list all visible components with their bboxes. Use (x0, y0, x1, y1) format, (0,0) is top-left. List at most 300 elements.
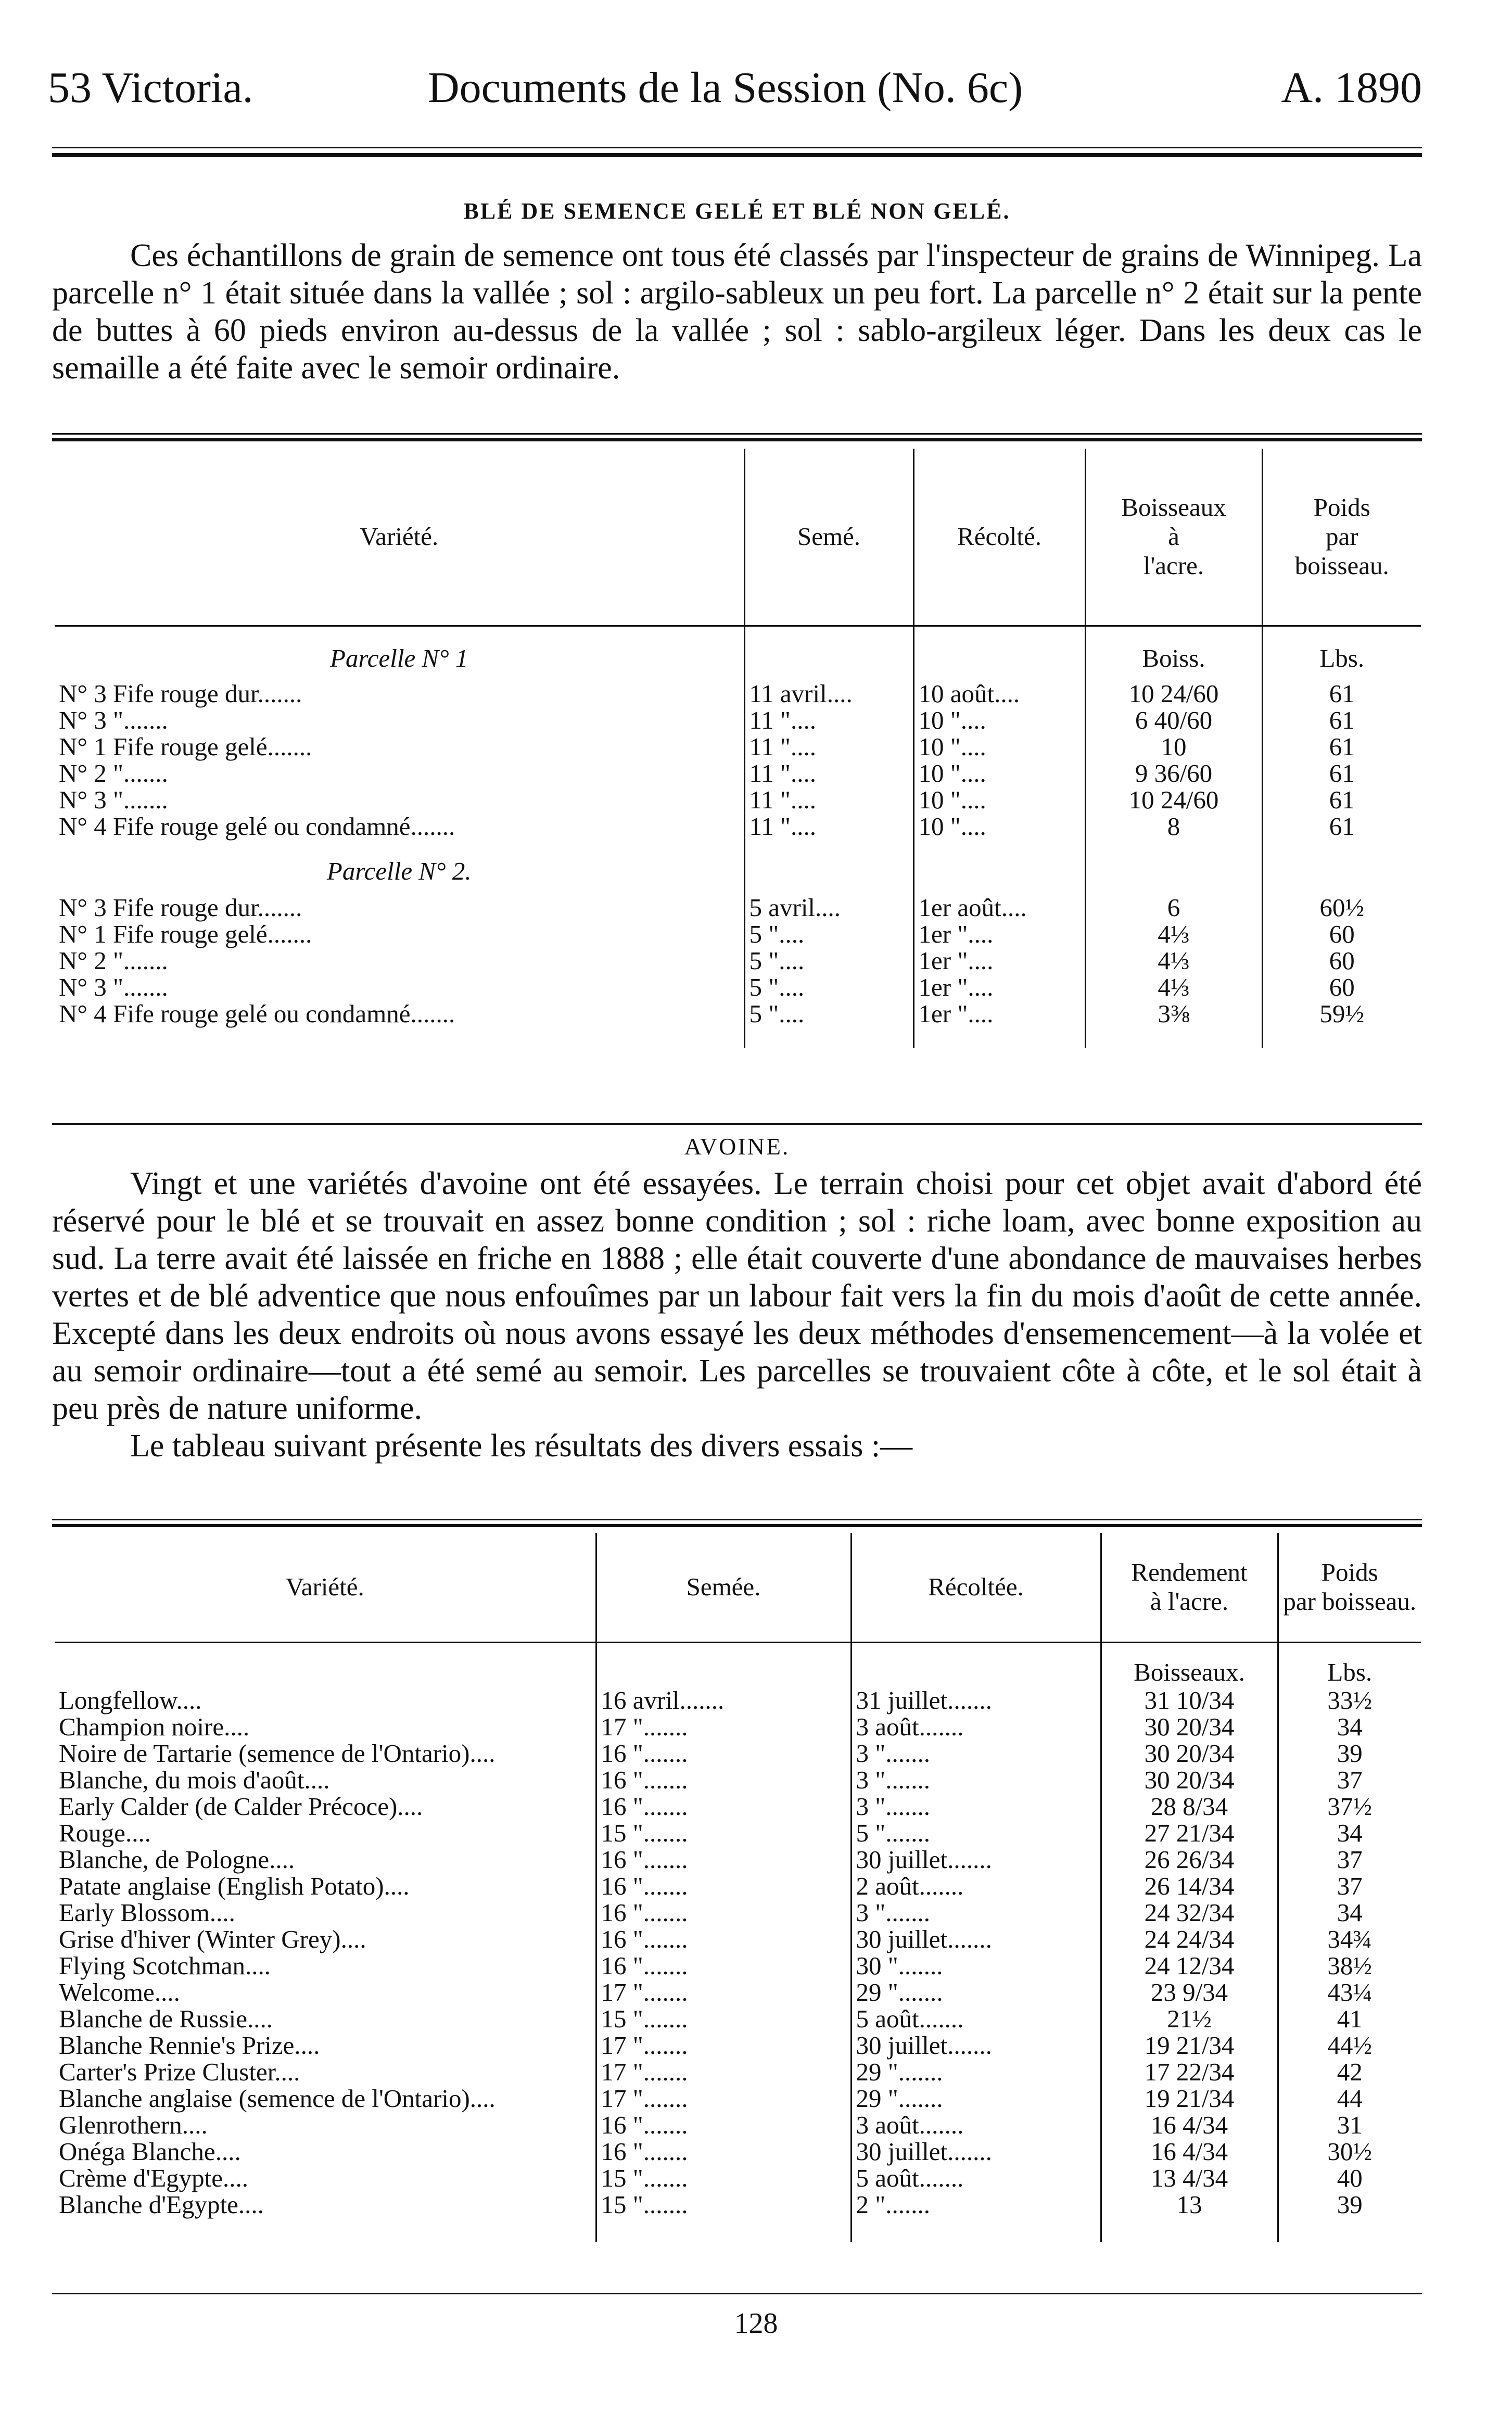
dot-leader: .... (790, 812, 816, 841)
table1-group2-label: Parcelle N° 2. (55, 840, 744, 894)
dot-leader: .... (469, 2084, 495, 2113)
rendement-cell (1101, 1846, 1278, 1873)
boisseaux-cell-text: 6 40/60 (1135, 706, 1213, 734)
dot-leader: ....... (643, 2137, 688, 2166)
dot-leader: ....... (643, 2084, 688, 2113)
semee-cell-text: 16 " (601, 1925, 643, 1953)
table2-header-poids-l1: Poids (1321, 1558, 1378, 1587)
poids-cell (1278, 2085, 1421, 2112)
poids-cell-text: 42 (1337, 2058, 1363, 2086)
dot-leader: ....... (947, 2137, 992, 2166)
dot-leader: .... (960, 706, 986, 734)
variete-cell (55, 1740, 596, 1767)
variete-cell (55, 2138, 596, 2165)
dot-leader: .... (994, 679, 1020, 708)
variete-cell-text: Onéga Blanche (59, 2137, 215, 2166)
dot-leader: ....... (643, 2164, 688, 2192)
rendement-cell-text: 19 21/34 (1144, 2031, 1235, 2060)
poids-cell (1278, 1952, 1421, 1979)
table-row (55, 1713, 1421, 1740)
poids-cell-text: 38½ (1327, 1951, 1373, 1980)
recoltee-cell (851, 2165, 1101, 2191)
recoltee-cell-text: 29 " (856, 2058, 898, 2086)
rendement-cell-text: 28 8/34 (1150, 1792, 1228, 1821)
poids-cell-text: 59½ (1319, 999, 1365, 1028)
boisseaux-cell-text: 10 (1161, 732, 1187, 761)
dot-leader: ....... (898, 2058, 943, 2086)
table1-header-poids (1262, 449, 1421, 626)
recolte-cell (913, 974, 1085, 1000)
rendement-cell (1101, 1873, 1278, 1899)
table2-header-rendement-l1: Rendement (1131, 1558, 1248, 1587)
recolte-cell (913, 1000, 1085, 1027)
recoltee-cell (851, 2032, 1101, 2059)
table1-header-boisseaux (1085, 449, 1262, 626)
poids-cell (1262, 680, 1421, 707)
dot-leader: ....... (123, 946, 168, 975)
variete-cell-text: Crème d'Egypte (59, 2164, 223, 2192)
table-row (55, 1767, 1421, 1793)
variete-cell (55, 2112, 596, 2138)
semee-cell (596, 1687, 851, 1713)
variete-cell (55, 1873, 596, 1899)
dot-leader: .... (176, 1686, 202, 1714)
seme-cell-text: 5 " (749, 920, 779, 948)
recolte-cell-text: 10 " (918, 812, 961, 841)
table1-header-boisseaux-l1: Boisseaux (1121, 493, 1226, 522)
dot-leader: ....... (410, 999, 455, 1028)
dot-leader: ....... (898, 1951, 943, 1980)
boisseaux-cell-text: 8 (1167, 812, 1180, 841)
dot-leader: ....... (643, 2190, 688, 2219)
variete-cell-text: Early Calder (de Calder Précoce) (59, 1792, 398, 1821)
boisseaux-cell (1085, 733, 1262, 760)
dot-leader: .... (469, 1739, 495, 1768)
semee-cell-text: 16 " (601, 2111, 643, 2139)
variete-cell-text: N° 3 " (59, 706, 123, 734)
table1-group1-row (55, 626, 1421, 680)
poids-cell-text: 60½ (1319, 893, 1365, 922)
table-row (55, 680, 1421, 707)
recolte-cell-text: 1er " (918, 999, 968, 1028)
table2-header-rendement-l2: à l'acre. (1150, 1587, 1229, 1616)
rendement-cell-text: 30 20/34 (1144, 1739, 1235, 1768)
recolte-cell (913, 947, 1085, 974)
variete-cell (55, 1713, 596, 1740)
recoltee-cell-text: 31 juillet (856, 1686, 948, 1714)
recolte-cell-text: 1er août (918, 893, 1001, 922)
recolte-cell-text: 1er " (918, 973, 968, 1001)
recolte-cell-text: 10 " (918, 785, 961, 814)
recoltee-cell (851, 2059, 1101, 2085)
table1-rule-bottom (52, 1123, 1422, 1125)
poids-cell-text: 37½ (1327, 1792, 1373, 1821)
rendement-cell (1101, 2032, 1278, 2059)
dot-leader: ....... (898, 2084, 943, 2113)
semee-cell-text: 15 " (601, 2164, 643, 2192)
boisseaux-cell-text: 4⅓ (1158, 920, 1190, 948)
dot-leader: .... (154, 1978, 180, 2006)
semee-cell-text: 16 " (601, 1739, 643, 1768)
poids-cell (1262, 760, 1421, 786)
seme-cell (744, 1000, 913, 1027)
dot-leader: .... (779, 946, 805, 975)
variete-cell (55, 707, 744, 733)
semee-cell (596, 1899, 851, 1926)
dot-leader: ....... (257, 893, 302, 922)
recoltee-cell-text: 3 " (856, 1766, 886, 1794)
dot-leader: ....... (919, 1712, 964, 1741)
dot-leader: ....... (947, 1686, 992, 1714)
avoine-section-title: AVOINE. (684, 1133, 790, 1160)
recoltee-cell (851, 1979, 1101, 2005)
dot-leader: ....... (123, 785, 168, 814)
semee-cell (596, 1820, 851, 1846)
recoltee-cell-text: 3 " (856, 1739, 886, 1768)
seme-cell-text: 11 " (749, 785, 791, 814)
poids-cell-text: 61 (1329, 785, 1355, 814)
semee-cell (596, 1846, 851, 1873)
dot-leader: .... (960, 759, 986, 788)
boisseaux-cell-text: 9 36/60 (1135, 759, 1213, 788)
recoltee-cell-text: 3 août (856, 2111, 919, 2139)
dot-leader: ....... (643, 2031, 688, 2060)
poids-cell-text: 39 (1337, 1739, 1363, 1768)
recolte-cell (913, 813, 1085, 840)
variete-cell (55, 947, 744, 974)
table2-rule-bottom (52, 2293, 1422, 2294)
dot-leader: ....... (947, 2031, 992, 2060)
dot-leader: .... (790, 785, 816, 814)
recoltee-cell (851, 1687, 1101, 1713)
page-number: 128 (734, 2307, 778, 2340)
table1-group1-rows (55, 680, 1421, 840)
poids-cell (1278, 1873, 1421, 1899)
semee-cell (596, 2085, 851, 2112)
table2-unit-rendement: Boisseaux. (1101, 1642, 1278, 1687)
poids-cell-text: 37 (1337, 1766, 1363, 1794)
poids-cell (1278, 2032, 1421, 2059)
poids-cell (1278, 2191, 1421, 2218)
rendement-cell-text: 19 21/34 (1144, 2084, 1235, 2113)
table1-header-boisseaux-l2: à (1168, 522, 1179, 551)
dot-leader: .... (1001, 893, 1027, 922)
rendement-cell (1101, 1687, 1278, 1713)
table-row (55, 786, 1421, 813)
semee-cell-text: 16 " (601, 1792, 643, 1821)
recoltee-cell (851, 1820, 1101, 1846)
table-row (55, 2059, 1421, 2085)
seme-cell (744, 921, 913, 947)
table1-header-row (55, 449, 1421, 626)
poids-cell (1262, 707, 1421, 733)
table2-header-poids-l2: par boisseau. (1283, 1587, 1417, 1616)
variete-cell (55, 2059, 596, 2085)
table2-header-variete: Variété. (55, 1533, 596, 1642)
variete-cell-text: N° 1 Fife rouge gelé (59, 732, 268, 761)
recolte-cell (913, 733, 1085, 760)
variete-cell-text: N° 3 Fife rouge dur (59, 893, 258, 922)
seme-cell-text: 5 " (749, 946, 779, 975)
ble-section-title: BLÉ DE SEMENCE GELÉ ET BLÉ NON GELÉ. (463, 198, 1011, 224)
rendement-cell (1101, 1952, 1278, 1979)
variete-cell (55, 2032, 596, 2059)
table-row (55, 2032, 1421, 2059)
recoltee-cell (851, 1713, 1101, 1740)
dot-leader: .... (779, 973, 805, 1001)
poids-cell (1278, 2138, 1421, 2165)
variete-cell (55, 1979, 596, 2005)
table-row (55, 1820, 1421, 1846)
recoltee-cell-text: 30 " (856, 1951, 898, 1980)
semee-cell (596, 1793, 851, 1820)
ble-intro-text: Ces échantillons de grain de semence ont tous été classés par l'inspecteur de grains de Winnipeg. La parcelle n° 1 était située dans la vallée ; sol : argilo-sableux un peu fort. La parcelle n° 2 était sur la pente de buttes à 60 pieds environ au-dessus de la vallée ; sol : sablo-argileux léger. Dans les deux cas le semaille a été faite avec le semoir ordinaire. (52, 238, 1422, 386)
poids-cell (1278, 1846, 1421, 1873)
boisseaux-cell (1085, 680, 1262, 707)
seme-cell (744, 680, 913, 707)
dot-leader: ....... (643, 1739, 688, 1768)
table-row (55, 813, 1421, 840)
dot-leader: .... (269, 1845, 295, 1874)
variete-cell (55, 1846, 596, 1873)
semee-cell-text: 17 " (601, 2031, 643, 2060)
avoine-para1: Vingt et une variétés d'avoine ont été essayées. Le terrain choisi pour cet objet avait d'abord été réservé pour le blé et se trouvait en assez bonne condition ; sol : riche loam, avec bonne exposition au sud. La terre avait été laissée en friche en 1888 ; elle était couverte d'une abondance de mauvaises herbes vertes et de blé adventice que nous enfouîmes par un labour fait vers la fin du mois d'août de cette année. Excepté dans les deux endroits où nous avons essayé les deux méthodes d'ensemencement—à la volée et au semoir ordinaire—tout a été semé au semoir. Les parcelles se trouvaient côte à côte, et le sol était à peu près de nature uniforme. (52, 1166, 1422, 1426)
table2-header-semee: Semée. (596, 1533, 851, 1642)
poids-cell (1278, 2059, 1421, 2085)
poids-cell (1262, 974, 1421, 1000)
table2-units-row (55, 1642, 1421, 1687)
rendement-cell-text: 13 (1176, 2190, 1202, 2219)
semee-cell (596, 2112, 851, 2138)
table2-unit-poids: Lbs. (1327, 1657, 1373, 1686)
variete-cell (55, 1899, 596, 1926)
dot-leader: ....... (123, 706, 168, 734)
boisseaux-cell-text: 10 24/60 (1128, 785, 1219, 814)
table-row (55, 947, 1421, 974)
dot-leader: ....... (123, 973, 168, 1001)
semee-cell-text: 16 avril (601, 1686, 680, 1714)
poids-cell (1262, 947, 1421, 974)
poids-cell-text: 39 (1337, 2190, 1363, 2219)
rendement-cell-text: 24 12/34 (1144, 1951, 1235, 1980)
variete-cell-text: Welcome (59, 1978, 155, 2006)
recoltee-cell (851, 1740, 1101, 1767)
variete-cell-text: Blanche, de Pologne (59, 1845, 270, 1874)
recoltee-cell (851, 2005, 1101, 2032)
rendement-cell (1101, 1713, 1278, 1740)
variete-cell-text: Blanche d'Egypte (59, 2190, 238, 2219)
seme-cell (744, 974, 913, 1000)
dot-leader: ....... (643, 1951, 688, 1980)
variete-cell (55, 2005, 596, 2032)
dot-leader: ....... (643, 1819, 688, 1847)
poids-cell (1262, 921, 1421, 947)
variete-cell (55, 2191, 596, 2218)
recolte-cell-text: 10 " (918, 759, 961, 788)
table1-rule-top (52, 433, 1422, 435)
variete-cell (55, 1820, 596, 1846)
variete-cell-text: Carter's Prize Cluster (59, 2058, 275, 2086)
table1-header-recolte: Récolté. (913, 449, 1085, 626)
poids-cell (1278, 1899, 1421, 1926)
rendement-cell (1101, 2005, 1278, 2032)
table1-rule-top2 (52, 438, 1422, 441)
dot-leader: ....... (885, 1898, 931, 1927)
dot-leader: .... (815, 893, 841, 922)
semee-cell-text: 17 " (601, 2058, 643, 2086)
poids-cell (1278, 1713, 1421, 1740)
poids-cell-text: 44 (1337, 2084, 1363, 2113)
variete-cell (55, 813, 744, 840)
boisseaux-cell (1085, 760, 1262, 786)
recoltee-cell-text: 3 " (856, 1898, 886, 1927)
recolte-cell (913, 707, 1085, 733)
table1-header-seme: Semé. (744, 449, 913, 626)
dot-leader: .... (790, 706, 816, 734)
table1-header-poids-l2: par (1325, 522, 1358, 551)
recoltee-cell (851, 2112, 1101, 2138)
variete-cell (55, 974, 744, 1000)
table-seed-wheat (55, 449, 1421, 1048)
dot-leader: ....... (947, 1925, 992, 1953)
dot-leader: .... (294, 2031, 320, 2060)
table1-unit-boisseaux: Boiss. (1085, 626, 1262, 680)
dot-leader: .... (274, 2058, 300, 2086)
seme-cell-text: 5 avril (749, 893, 816, 922)
poids-cell (1262, 733, 1421, 760)
boisseaux-cell-text: 3⅜ (1158, 999, 1190, 1028)
recoltee-cell-text: 5 " (856, 1819, 886, 1847)
dot-leader: ....... (643, 1712, 688, 1741)
rendement-cell (1101, 1767, 1278, 1793)
table-row (55, 733, 1421, 760)
variete-cell (55, 921, 744, 947)
variete-cell (55, 786, 744, 813)
recolte-cell (913, 680, 1085, 707)
dot-leader: ....... (643, 2111, 688, 2139)
recoltee-cell (851, 2191, 1101, 2218)
semee-cell (596, 2059, 851, 2085)
header-center: Documents de la Session (No. 6c) (428, 63, 1023, 112)
rendement-cell-text: 26 14/34 (1144, 1872, 1235, 1900)
recoltee-cell-text: 2 août (856, 1872, 919, 1900)
poids-cell-text: 34 (1337, 1712, 1363, 1741)
semee-cell-text: 17 " (601, 2084, 643, 2113)
dot-leader: ....... (410, 812, 455, 841)
poids-cell-text: 34¾ (1327, 1925, 1373, 1953)
rendement-cell (1101, 1926, 1278, 1952)
semee-cell-text: 15 " (601, 2004, 643, 2033)
table1-unit-poids: Lbs. (1319, 643, 1365, 672)
recolte-cell-text: 10 août (918, 679, 995, 708)
dot-leader: ....... (885, 1819, 931, 1847)
seme-cell-text: 11 " (749, 759, 791, 788)
dot-leader: ....... (643, 1978, 688, 2006)
table-row (55, 2138, 1421, 2165)
rendement-cell (1101, 1899, 1278, 1926)
table2-header-rendement (1101, 1533, 1278, 1642)
dot-leader: .... (340, 1925, 366, 1953)
rendement-cell-text: 16 4/34 (1150, 2137, 1228, 2166)
rendement-cell-text: 24 24/34 (1144, 1925, 1235, 1953)
recoltee-cell (851, 1952, 1101, 1979)
dot-leader: ....... (885, 2190, 931, 2219)
semee-cell-text: 17 " (601, 1712, 643, 1741)
table-row (55, 1952, 1421, 1979)
rendement-cell-text: 23 9/34 (1150, 1978, 1228, 2006)
recoltee-cell (851, 1767, 1101, 1793)
semee-cell (596, 1713, 851, 1740)
rendement-cell (1101, 1979, 1278, 2005)
dot-leader: .... (397, 1792, 423, 1821)
rendement-cell (1101, 1793, 1278, 1820)
variete-cell-text: N° 1 Fife rouge gelé (59, 920, 268, 948)
table1-header-poids-l1: Poids (1313, 493, 1370, 522)
poids-cell-text: 43¼ (1327, 1978, 1373, 2006)
table1-header-boisseaux-l3: l'acre. (1143, 551, 1204, 580)
poids-cell (1278, 1767, 1421, 1793)
dot-leader: ....... (679, 1686, 725, 1714)
recoltee-cell-text: 29 " (856, 2084, 898, 2113)
recoltee-cell-text: 3 " (856, 1792, 886, 1821)
table-row (55, 1979, 1421, 2005)
dot-leader: .... (245, 1951, 271, 1980)
variete-cell-text: N° 2 " (59, 759, 123, 788)
semee-cell (596, 1926, 851, 1952)
dot-leader: .... (224, 1712, 250, 1741)
boisseaux-cell (1085, 707, 1262, 733)
dot-leader: ....... (643, 1845, 688, 1874)
variete-cell (55, 1687, 596, 1713)
dot-leader: ....... (919, 1872, 964, 1900)
poids-cell (1262, 813, 1421, 840)
recoltee-cell-text: 29 " (856, 1978, 898, 2006)
poids-cell-text: 41 (1337, 2004, 1363, 2033)
poids-cell-text: 61 (1329, 732, 1355, 761)
table2-rule-top2 (52, 1524, 1422, 1527)
table-oats (55, 1533, 1421, 2242)
variete-cell (55, 894, 744, 921)
rendement-cell (1101, 1820, 1278, 1846)
recolte-cell (913, 786, 1085, 813)
variete-cell (55, 760, 744, 786)
recoltee-cell (851, 2085, 1101, 2112)
recolte-cell-text: 1er " (918, 920, 968, 948)
rendement-cell-text: 17 22/34 (1144, 2058, 1235, 2086)
avoine-para2: Le tableau suivant présente les résultats des divers essais :— (130, 1428, 913, 1464)
dot-leader: .... (247, 2004, 273, 2033)
table2-rule-top (52, 1519, 1422, 1520)
poids-cell-text: 44½ (1327, 2031, 1373, 2060)
dot-leader: ....... (885, 1792, 931, 1821)
semee-cell (596, 1740, 851, 1767)
semee-cell (596, 2005, 851, 2032)
variete-cell-text: Champion noire (59, 1712, 224, 1741)
recolte-cell (913, 760, 1085, 786)
poids-cell-text: 33½ (1327, 1686, 1373, 1714)
rendement-cell-text: 31 10/34 (1144, 1686, 1235, 1714)
seme-cell-text: 5 " (749, 973, 779, 1001)
poids-cell (1278, 2165, 1421, 2191)
table-row (55, 1740, 1421, 1767)
variete-cell (55, 2085, 596, 2112)
seme-cell (744, 786, 913, 813)
table-row (55, 974, 1421, 1000)
dot-leader: .... (968, 999, 994, 1028)
dot-leader: ....... (898, 1978, 943, 2006)
recolte-cell-text: 10 " (918, 706, 961, 734)
seme-cell (744, 947, 913, 974)
